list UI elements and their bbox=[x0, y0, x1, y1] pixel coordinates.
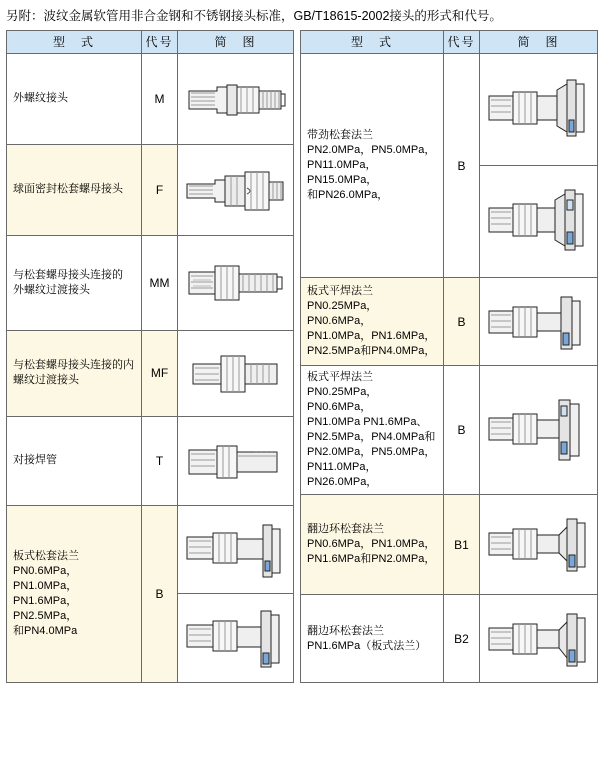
row-type-cell: 与松套螺母接头连接的内 螺纹过渡接头 bbox=[7, 330, 142, 416]
row-code-cell: MM bbox=[142, 235, 178, 330]
ribbed-loose-flange-icon-2 bbox=[480, 174, 597, 270]
row-type-cell: 板式平焊法兰 PN0.25MPa，PN0.6MPa， PN1.0MPa PN1.6MPa、 PN2.5MPa，PN4.0MPa和 PN2.0MPa，PN5.0MPa， PN11.0MPa，PN26.0MPa， bbox=[301, 366, 444, 495]
row-figure-cell bbox=[178, 144, 294, 235]
header-type: 型 式 bbox=[301, 31, 444, 54]
butt-weld-pipe-icon bbox=[178, 430, 293, 492]
header-code: 代号 bbox=[142, 31, 178, 54]
plate-loose-flange-icon-2 bbox=[178, 603, 293, 673]
row-code-cell: MF bbox=[142, 330, 178, 416]
left-table bbox=[6, 30, 294, 683]
row-code-cell: B2 bbox=[444, 595, 480, 683]
row-code-cell: B bbox=[142, 505, 178, 682]
threaded-male-connector-icon bbox=[178, 67, 293, 131]
row-figure-cell bbox=[480, 166, 598, 278]
table-row bbox=[301, 54, 598, 166]
row-figure-cell bbox=[480, 366, 598, 495]
header-figure: 简 图 bbox=[480, 31, 598, 54]
row-figure-cell bbox=[480, 595, 598, 683]
table-row bbox=[7, 54, 294, 145]
table-row bbox=[7, 417, 294, 506]
ribbed-loose-flange-icon bbox=[480, 62, 597, 158]
row-code-cell: B bbox=[444, 54, 480, 278]
row-type-cell: 对接焊管 bbox=[7, 417, 142, 506]
tables-container bbox=[0, 30, 600, 683]
row-type-cell: 与松套螺母接头连接的 外螺纹过渡接头 bbox=[7, 235, 142, 330]
row-code-cell: B bbox=[444, 366, 480, 495]
row-code-cell: F bbox=[142, 144, 178, 235]
lap-joint-flange-icon bbox=[480, 503, 597, 587]
header-type: 型 式 bbox=[7, 31, 142, 54]
right-table bbox=[300, 30, 598, 683]
plate-loose-flange-icon bbox=[178, 515, 293, 585]
table-row bbox=[301, 278, 598, 366]
page-title: 另附：波纹金属软管用非合金钢和不锈钢接头标准，GB/T18615-2002接头的形式和代号。 bbox=[6, 9, 502, 23]
row-code-cell: M bbox=[142, 54, 178, 145]
table-row bbox=[301, 595, 598, 683]
spherical-union-nut-connector-icon bbox=[178, 158, 293, 222]
table-row bbox=[301, 495, 598, 595]
left-table-header-row bbox=[7, 31, 294, 54]
row-code-cell: B bbox=[444, 278, 480, 366]
row-type-cell: 板式平焊法兰 PN0.25MPa，PN0.6MPa， PN1.0MPa，PN1.6MPa， PN2.5MPa和PN4.0MPa， bbox=[301, 278, 444, 366]
row-figure-cell bbox=[178, 505, 294, 594]
table-row bbox=[301, 366, 598, 495]
row-type-cell: 板式松套法兰 PN0.6MPa，PN1.0MPa， PN1.6MPa，PN2.5MPa， 和PN4.0MPa bbox=[7, 505, 142, 682]
plate-flat-weld-flange-2-icon bbox=[480, 384, 597, 476]
plate-flat-weld-flange-icon bbox=[480, 285, 597, 359]
row-figure-cell bbox=[480, 278, 598, 366]
male-transition-connector-icon bbox=[178, 250, 293, 316]
row-type-cell: 外螺纹接头 bbox=[7, 54, 142, 145]
row-type-cell: 翻边环松套法兰 PN0.6MPa，PN1.0MPa， PN1.6MPa和PN2.0MPa， bbox=[301, 495, 444, 595]
row-figure-cell bbox=[480, 495, 598, 595]
lap-joint-flange-2-icon bbox=[480, 602, 597, 676]
row-figure-cell bbox=[178, 235, 294, 330]
row-figure-cell bbox=[178, 54, 294, 145]
row-figure-cell bbox=[178, 330, 294, 416]
row-type-cell: 带劲松套法兰 PN2.0MPa，PN5.0MPa， PN11.0MPa，PN15.0MPa， 和PN26.0MPa， bbox=[301, 54, 444, 278]
table-row bbox=[7, 330, 294, 416]
row-type-cell: 翻边环松套法兰 PN1.6MPa（板式法兰） bbox=[301, 595, 444, 683]
row-code-cell: B1 bbox=[444, 495, 480, 595]
table-row bbox=[7, 235, 294, 330]
table-row bbox=[7, 144, 294, 235]
row-figure-cell bbox=[480, 54, 598, 166]
right-table-header-row bbox=[301, 31, 598, 54]
row-figure-cell bbox=[178, 417, 294, 506]
row-code-cell: T bbox=[142, 417, 178, 506]
female-transition-connector-icon bbox=[178, 342, 293, 404]
row-type-cell: 球面密封松套螺母接头 bbox=[7, 144, 142, 235]
header-code: 代号 bbox=[444, 31, 480, 54]
table-row bbox=[7, 505, 294, 594]
row-figure-cell bbox=[178, 594, 294, 683]
header-figure: 简 图 bbox=[178, 31, 294, 54]
